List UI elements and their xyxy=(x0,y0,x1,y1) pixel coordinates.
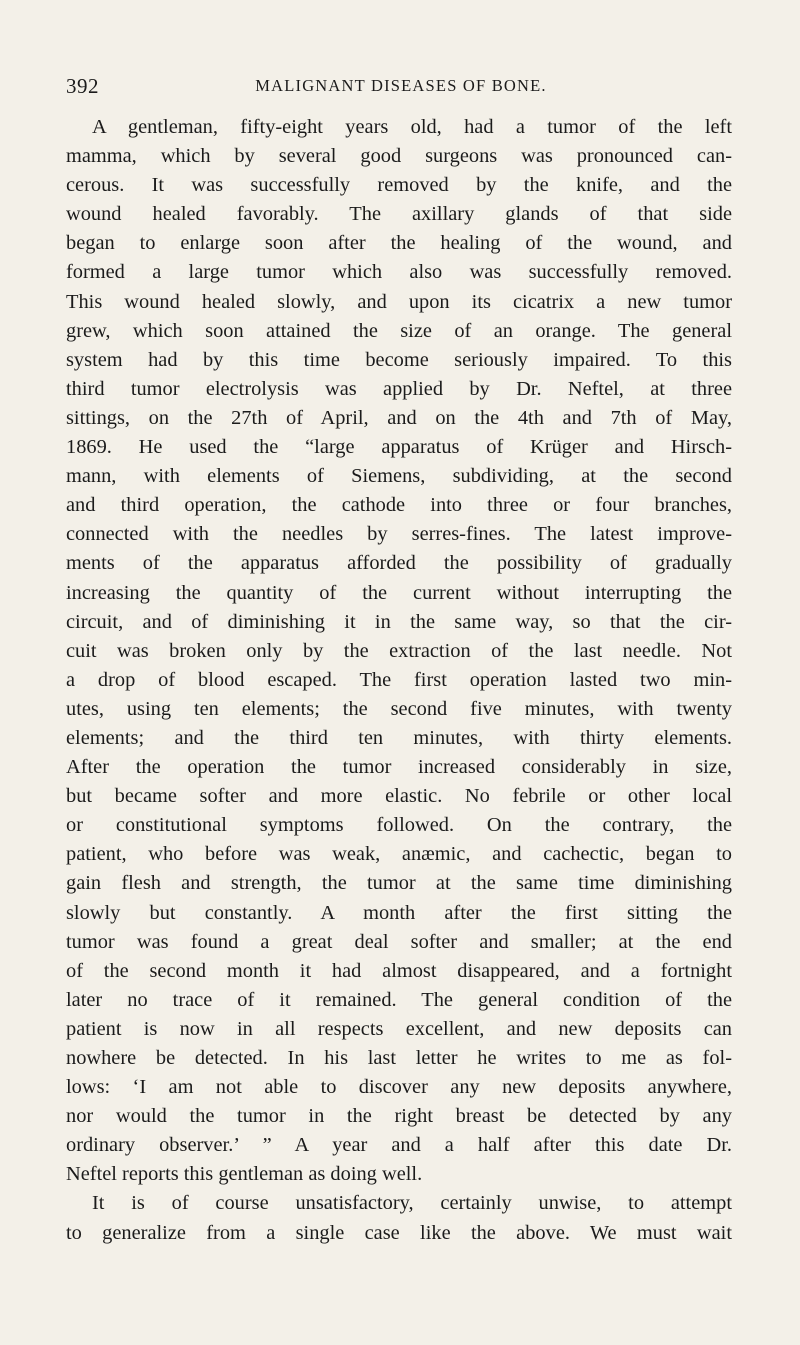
text-line: mamma, which by several good surgeons was pronounced can- xyxy=(66,145,732,168)
text-line: ordinary observer.’ ” A year and a half after this date Dr. xyxy=(66,1134,732,1157)
text-line: After the operation the tumor increased considerably in size, xyxy=(66,756,732,779)
text-line: patient is now in all respects excellent, and new deposits can xyxy=(66,1017,732,1040)
text-line: circuit, and of diminishing it in the same way, so that the cir- xyxy=(66,610,732,633)
text-line: formed a large tumor which also was successfully removed. xyxy=(66,261,732,284)
text-line: elements; and the third ten minutes, with thirty elements. xyxy=(66,726,732,749)
text-line: This wound healed slowly, and upon its cicatrix a new tumor xyxy=(66,290,732,313)
text-line: later no trace of it remained. The general condition of the xyxy=(66,988,732,1011)
text-line: cerous. It was successfully removed by the knife, and the xyxy=(66,174,732,197)
text-line: patient, who before was weak, anæmic, and cachectic, began to xyxy=(66,843,732,866)
text-line: mann, with elements of Siemens, subdividing, at the second xyxy=(66,465,732,488)
text-line: sittings, on the 27th of April, and on the 4th and 7th of May, xyxy=(66,406,732,429)
running-head xyxy=(66,74,736,98)
body-text xyxy=(66,113,732,1248)
text-line: cuit was broken only by the extraction of the last needle. Not xyxy=(66,639,732,662)
text-line: system had by this time become seriously impaired. To this xyxy=(66,348,732,371)
page-number: 392 xyxy=(66,74,99,98)
text-line: began to enlarge soon after the healing of the wound, and xyxy=(66,232,732,255)
text-line: but became softer and more elastic. No febrile or other local xyxy=(66,785,732,808)
text-line: nor would the tumor in the right breast be detected by any xyxy=(66,1105,732,1128)
text-line: tumor was found a great deal softer and smaller; at the end xyxy=(66,930,732,953)
text-line: of the second month it had almost disappeared, and a fortnight xyxy=(66,959,732,982)
text-line: and third operation, the cathode into three or four branches, xyxy=(66,494,732,517)
text-line: connected with the needles by serres-fines. The latest improve- xyxy=(66,523,732,546)
text-line: ments of the apparatus afforded the possibility of gradually xyxy=(66,552,732,575)
text-line: or constitutional symptoms followed. On the contrary, the xyxy=(66,814,732,837)
text-line: to generalize from a single case like the above. We must wait xyxy=(66,1221,732,1244)
text-line: gain flesh and strength, the tumor at the same time diminishing xyxy=(66,872,732,895)
text-line: wound healed favorably. The axillary glands of that side xyxy=(66,203,732,226)
text-line: grew, which soon attained the size of an orange. The general xyxy=(66,319,732,342)
text-line: slowly but constantly. A month after the first sitting the xyxy=(66,901,732,924)
text-line: third tumor electrolysis was applied by Dr. Neftel, at three xyxy=(66,377,732,400)
text-line: Neftel reports this gentleman as doing well. xyxy=(66,1163,423,1186)
text-line: utes, using ten elements; the second five minutes, with twenty xyxy=(66,697,732,720)
text-line: a drop of blood escaped. The first operation lasted two min- xyxy=(66,668,732,691)
text-line: 1869. He used the “large apparatus of Krüger and Hirsch- xyxy=(66,436,732,459)
text-line: nowhere be detected. In his last letter he writes to me as fol- xyxy=(66,1047,732,1069)
text-line: A gentleman, fifty-eight years old, had a tumor of the left xyxy=(92,116,732,138)
text-line: lows: ‘I am not able to discover any new deposits anywhere, xyxy=(66,1076,732,1099)
text-line: It is of course unsatisfactory, certainly unwise, to attempt xyxy=(92,1192,732,1215)
running-title: MALIGNANT DISEASES OF BONE. xyxy=(255,76,547,95)
text-line: increasing the quantity of the current without interrupting the xyxy=(66,581,732,604)
